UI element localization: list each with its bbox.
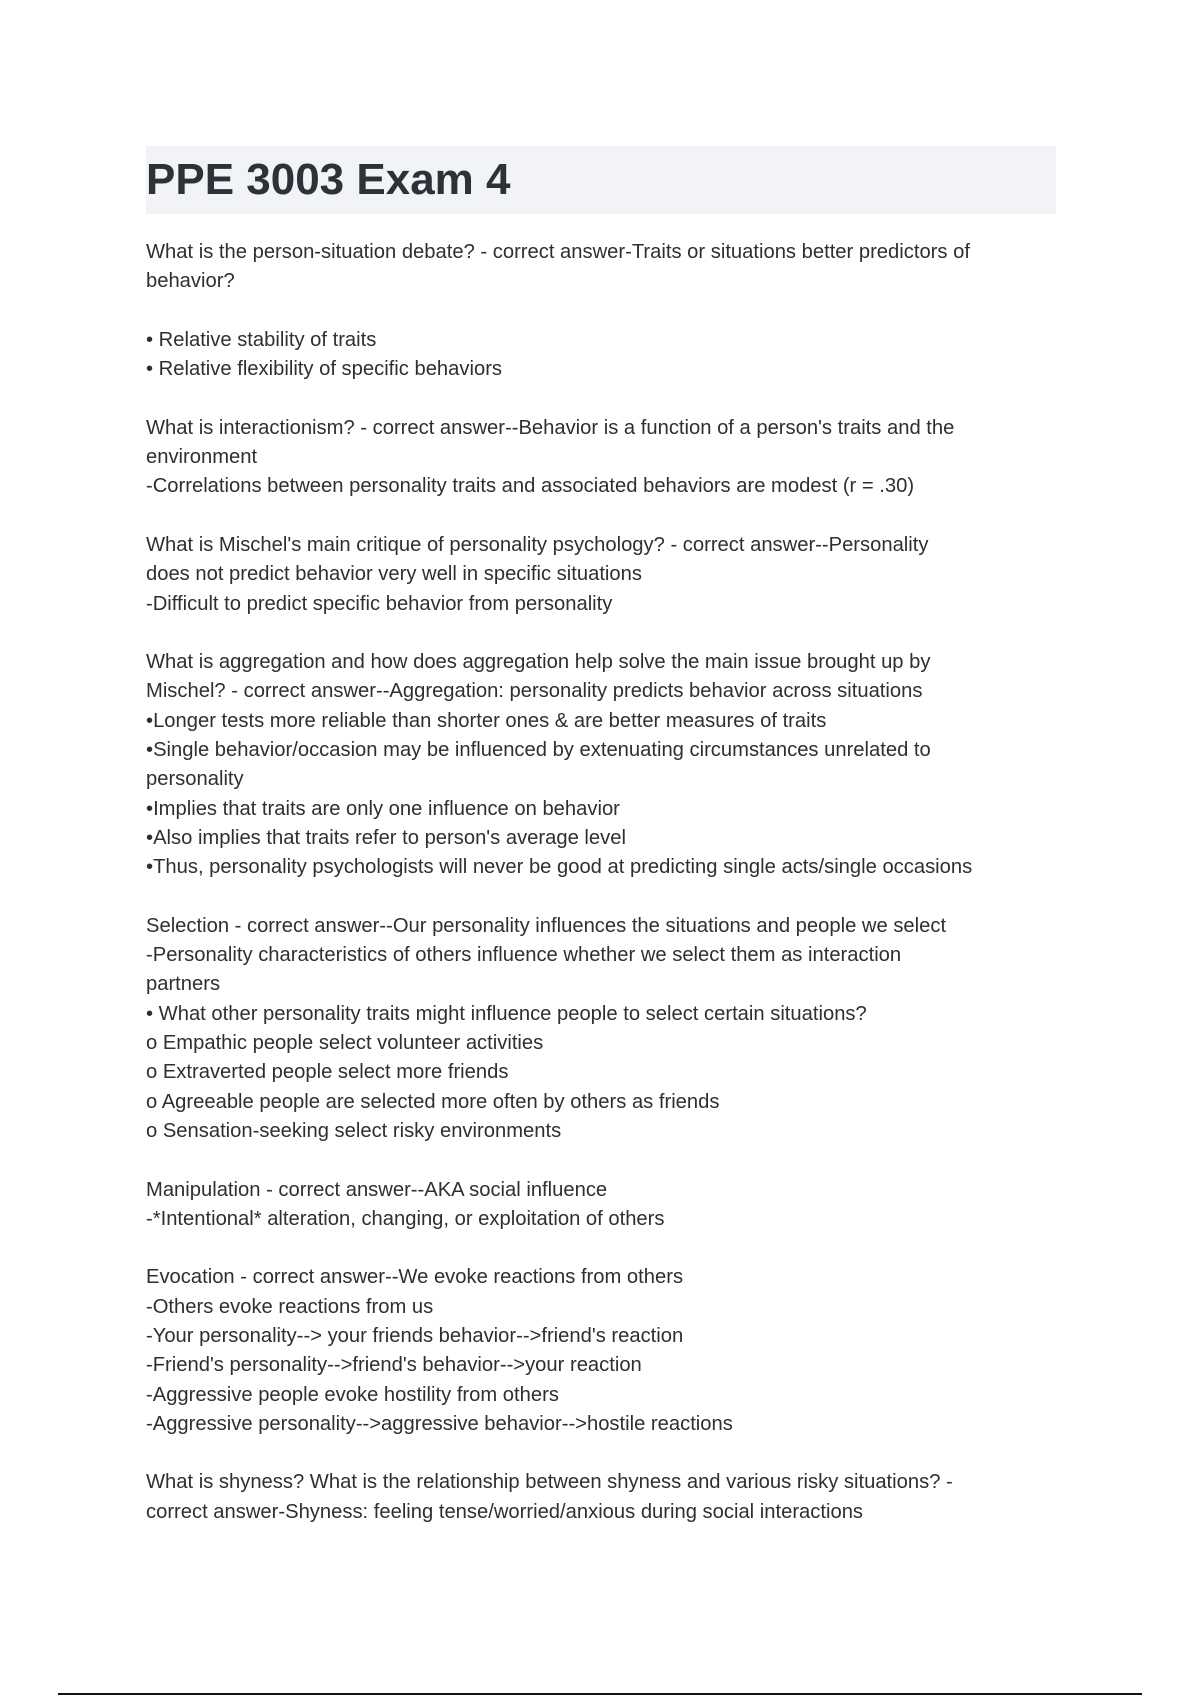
text-line: Mischel? - correct answer--Aggregation: personality predicts behavior across situations: [146, 680, 923, 703]
sub-bullet-line: o Agreeable people are selected more often by others as friends: [146, 1090, 720, 1113]
text-line: -Your personality--> your friends behavior-->friend's reaction: [146, 1324, 684, 1347]
sub-bullet-line: o Empathic people select volunteer activities: [146, 1032, 544, 1055]
bullet-line: •Single behavior/occasion may be influenced by extenuating circumstances unrelated to: [146, 739, 931, 762]
text-line: Evocation - correct answer--We evoke reactions from others: [146, 1266, 684, 1289]
document-body: [146, 238, 1066, 1527]
qa-block: [146, 1468, 1066, 1527]
text-line: What is aggregation and how does aggregation help solve the main issue brought up by: [146, 651, 931, 674]
text-line: -Aggressive personality-->aggressive behavior-->hostile reactions: [146, 1412, 733, 1435]
qa-block: [146, 531, 1066, 619]
qa-block: [146, 414, 1066, 502]
bullet-line: •Longer tests more reliable than shorter ones & are better measures of traits: [146, 709, 827, 732]
text-line: does not predict behavior very well in specific situations: [146, 563, 642, 586]
text-line: Selection - correct answer--Our personality influences the situations and people we select: [146, 914, 947, 937]
page-bottom-rule: [58, 1693, 1142, 1695]
text-line: behavior?: [146, 270, 235, 293]
sub-bullet-line: o Extraverted people select more friends: [146, 1061, 509, 1084]
bullet-line: •Also implies that traits refer to person's average level: [146, 826, 626, 849]
sub-bullet-line: o Sensation-seeking select risky environments: [146, 1119, 562, 1142]
text-line: -Personality characteristics of others influence whether we select them as interaction: [146, 944, 902, 967]
text-line: -Friend's personality-->friend's behavior-->your reaction: [146, 1354, 642, 1377]
bullet-line: • Relative flexibility of specific behaviors: [146, 358, 503, 381]
text-line: -*Intentional* alteration, changing, or exploitation of others: [146, 1207, 665, 1230]
text-line: -Difficult to predict specific behavior from personality: [146, 592, 613, 615]
text-line: correct answer-Shyness: feeling tense/worried/anxious during social interactions: [146, 1500, 864, 1523]
text-line: What is Mischel's main critique of personality psychology? - correct answer--Personality: [146, 533, 929, 556]
text-line: What is shyness? What is the relationship between shyness and various risky situations? -: [146, 1471, 953, 1494]
page-title: PPE 3003 Exam 4: [146, 155, 511, 204]
qa-block: [146, 912, 1066, 1146]
qa-block: [146, 648, 1066, 882]
text-line: Manipulation - correct answer--AKA social influence: [146, 1178, 608, 1201]
text-line: personality: [146, 768, 244, 791]
text-line: -Others evoke reactions from us: [146, 1295, 434, 1318]
text-line: partners: [146, 973, 221, 996]
bullet-line: • Relative stability of traits: [146, 328, 377, 351]
text-line: What is interactionism? - correct answer--Behavior is a function of a person's traits and the: [146, 416, 955, 439]
text-line: -Correlations between personality traits and associated behaviors are modest (r = .30): [146, 475, 915, 498]
text-line: -Aggressive people evoke hostility from others: [146, 1383, 559, 1406]
page-title-bar: [146, 146, 1056, 214]
text-line: What is the person-situation debate? - correct answer-Traits or situations better predictors of: [146, 241, 970, 263]
bullet-line: •Implies that traits are only one influence on behavior: [146, 797, 620, 820]
text-line: environment: [146, 446, 258, 469]
qa-block: [146, 1176, 1066, 1235]
bullet-line: •Thus, personality psychologists will never be good at predicting single acts/single occasions: [146, 856, 973, 879]
bullet-line: • What other personality traits might influence people to select certain situations?: [146, 1002, 867, 1025]
qa-block: [146, 238, 1066, 384]
qa-block: [146, 1263, 1066, 1439]
